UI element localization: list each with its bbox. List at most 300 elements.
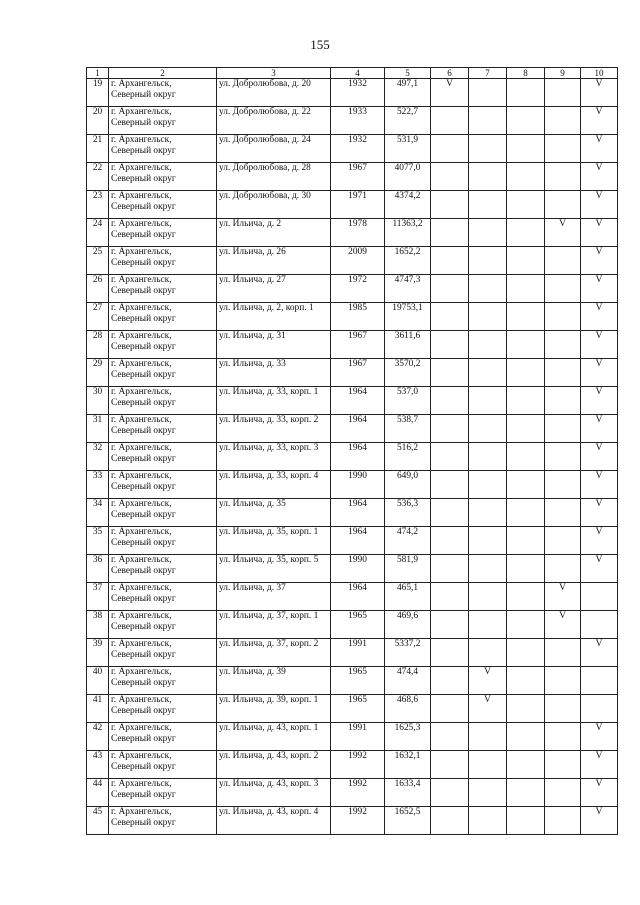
area: 469,6: [385, 611, 431, 639]
city-district: [109, 387, 217, 415]
area: 537,0: [385, 387, 431, 415]
city-district: [109, 79, 217, 107]
area: 1625,3: [385, 723, 431, 751]
mark-col-9: [545, 79, 581, 107]
table-row: [87, 499, 618, 527]
address: ул. Ильича, д. 37, корп. 1: [217, 611, 331, 639]
mark-col-9: V: [545, 583, 581, 611]
mark-col-9: [545, 807, 581, 835]
table-header: [87, 68, 618, 79]
mark-col-6: V: [431, 79, 469, 107]
build-year: 1964: [331, 387, 385, 415]
row-number: 29: [87, 359, 109, 387]
mark-col-6: [431, 443, 469, 471]
address: ул. Добролюбова, д. 20: [217, 79, 331, 107]
city-district: [109, 331, 217, 359]
mark-col-7: [469, 107, 507, 135]
city-line: г. Архангельск,: [111, 191, 172, 201]
area: 516,2: [385, 443, 431, 471]
mark-col-10: V: [581, 639, 618, 667]
mark-col-7: [469, 443, 507, 471]
address: ул. Ильича, д. 26: [217, 247, 331, 275]
mark-col-7: [469, 471, 507, 499]
mark-col-8: [507, 331, 545, 359]
mark-col-6: [431, 527, 469, 555]
city-district: [109, 639, 217, 667]
mark-col-7: [469, 807, 507, 835]
city-district: [109, 555, 217, 583]
city-district: [109, 275, 217, 303]
district-line: Северный округ: [111, 370, 176, 381]
table-row: [87, 555, 618, 583]
area: 4374,2: [385, 191, 431, 219]
area: 4077,0: [385, 163, 431, 191]
column-header: 4: [331, 68, 385, 79]
mark-col-7: [469, 219, 507, 247]
mark-col-6: [431, 751, 469, 779]
mark-col-9: [545, 779, 581, 807]
address: ул. Ильича, д. 33, корп. 2: [217, 415, 331, 443]
city-district: [109, 471, 217, 499]
row-number: 36: [87, 555, 109, 583]
city-line: г. Архангельск,: [111, 639, 172, 649]
mark-col-10: V: [581, 275, 618, 303]
area: 536,3: [385, 499, 431, 527]
mark-col-8: [507, 135, 545, 163]
city-district: [109, 751, 217, 779]
city-district: [109, 107, 217, 135]
mark-col-6: [431, 219, 469, 247]
mark-col-10: V: [581, 387, 618, 415]
mark-col-7: [469, 639, 507, 667]
district-line: Северный округ: [111, 230, 176, 241]
column-header: 8: [507, 68, 545, 79]
mark-col-8: [507, 247, 545, 275]
mark-col-7: [469, 275, 507, 303]
city-line: г. Архангельск,: [111, 779, 172, 789]
city-line: г. Архангельск,: [111, 415, 172, 425]
mark-col-6: [431, 807, 469, 835]
column-header: 2: [109, 68, 217, 79]
row-number: 24: [87, 219, 109, 247]
mark-col-10: V: [581, 303, 618, 331]
mark-col-7: [469, 387, 507, 415]
mark-col-10: V: [581, 163, 618, 191]
district-line: Северный округ: [111, 706, 176, 717]
table-row: [87, 611, 618, 639]
district-line: Северный округ: [111, 790, 176, 801]
mark-col-8: [507, 807, 545, 835]
city-line: г. Архангельск,: [111, 667, 172, 677]
mark-col-9: [545, 387, 581, 415]
district-line: Северный округ: [111, 566, 176, 577]
city-district: [109, 163, 217, 191]
address: ул. Ильича, д. 35: [217, 499, 331, 527]
mark-col-7: V: [469, 667, 507, 695]
city-line: г. Архангельск,: [111, 807, 172, 817]
mark-col-10: V: [581, 443, 618, 471]
mark-col-10: V: [581, 555, 618, 583]
mark-col-8: [507, 555, 545, 583]
address: ул. Добролюбова, д. 24: [217, 135, 331, 163]
mark-col-6: [431, 611, 469, 639]
table-row: [87, 163, 618, 191]
mark-col-6: [431, 275, 469, 303]
mark-col-9: [545, 443, 581, 471]
city-line: г. Архангельск,: [111, 387, 172, 397]
mark-col-8: [507, 723, 545, 751]
table-row: [87, 275, 618, 303]
mark-col-9: [545, 303, 581, 331]
mark-col-10: V: [581, 415, 618, 443]
mark-col-8: [507, 219, 545, 247]
mark-col-7: [469, 135, 507, 163]
table-row: [87, 639, 618, 667]
city-district: [109, 611, 217, 639]
row-number: 43: [87, 751, 109, 779]
city-district: [109, 135, 217, 163]
build-year: 1990: [331, 555, 385, 583]
mark-col-9: [545, 275, 581, 303]
city-district: [109, 443, 217, 471]
mark-col-10: V: [581, 191, 618, 219]
table-row: [87, 247, 618, 275]
district-line: Северный округ: [111, 734, 176, 745]
build-year: 1965: [331, 667, 385, 695]
row-number: 27: [87, 303, 109, 331]
build-year: 1967: [331, 359, 385, 387]
column-header: 10: [581, 68, 618, 79]
city-district: [109, 219, 217, 247]
row-number: 28: [87, 331, 109, 359]
area: 474,2: [385, 527, 431, 555]
mark-col-6: [431, 555, 469, 583]
table-row: [87, 779, 618, 807]
row-number: 25: [87, 247, 109, 275]
mark-col-7: [469, 191, 507, 219]
mark-col-9: [545, 667, 581, 695]
city-district: [109, 499, 217, 527]
build-year: 2009: [331, 247, 385, 275]
address: ул. Ильича, д. 37: [217, 583, 331, 611]
mark-col-9: [545, 527, 581, 555]
city-line: г. Архангельск,: [111, 163, 172, 173]
mark-col-6: [431, 303, 469, 331]
row-number: 22: [87, 163, 109, 191]
build-year: 1991: [331, 639, 385, 667]
area: 474,4: [385, 667, 431, 695]
build-year: 1985: [331, 303, 385, 331]
column-header: 5: [385, 68, 431, 79]
district-line: Северный округ: [111, 454, 176, 465]
mark-col-9: [545, 751, 581, 779]
mark-col-7: V: [469, 695, 507, 723]
city-line: г. Архангельск,: [111, 583, 172, 593]
build-year: 1932: [331, 79, 385, 107]
city-line: г. Архангельск,: [111, 555, 172, 565]
table-row: [87, 387, 618, 415]
row-number: 26: [87, 275, 109, 303]
district-line: Северный округ: [111, 426, 176, 437]
district-line: Северный округ: [111, 314, 176, 325]
area: 4747,3: [385, 275, 431, 303]
area: 1652,2: [385, 247, 431, 275]
address: ул. Добролюбова, д. 22: [217, 107, 331, 135]
build-year: 1964: [331, 583, 385, 611]
mark-col-7: [469, 247, 507, 275]
mark-col-9: V: [545, 611, 581, 639]
mark-col-8: [507, 471, 545, 499]
column-header: 1: [87, 68, 109, 79]
row-number: 39: [87, 639, 109, 667]
mark-col-6: [431, 387, 469, 415]
row-number: 40: [87, 667, 109, 695]
column-header: 9: [545, 68, 581, 79]
mark-col-8: [507, 163, 545, 191]
area: 5337,2: [385, 639, 431, 667]
district-line: Северный округ: [111, 594, 176, 605]
housing-registry-table: [86, 67, 618, 835]
mark-col-9: [545, 359, 581, 387]
row-number: 33: [87, 471, 109, 499]
mark-col-10: V: [581, 471, 618, 499]
mark-col-10: V: [581, 135, 618, 163]
city-district: [109, 779, 217, 807]
mark-col-6: [431, 415, 469, 443]
district-line: Северный округ: [111, 622, 176, 633]
row-number: 23: [87, 191, 109, 219]
table-row: [87, 107, 618, 135]
table-row: [87, 807, 618, 835]
row-number: 45: [87, 807, 109, 835]
mark-col-8: [507, 639, 545, 667]
district-line: Северный округ: [111, 202, 176, 213]
build-year: 1967: [331, 331, 385, 359]
mark-col-10: V: [581, 779, 618, 807]
row-number: 44: [87, 779, 109, 807]
row-number: 32: [87, 443, 109, 471]
build-year: 1964: [331, 415, 385, 443]
mark-col-10: V: [581, 247, 618, 275]
mark-col-8: [507, 79, 545, 107]
city-line: г. Архангельск,: [111, 723, 172, 733]
table-row: [87, 303, 618, 331]
table-body: [87, 79, 618, 835]
city-line: г. Архангельск,: [111, 443, 172, 453]
mark-col-6: [431, 723, 469, 751]
mark-col-9: [545, 191, 581, 219]
table-row: [87, 191, 618, 219]
row-number: 35: [87, 527, 109, 555]
city-district: [109, 247, 217, 275]
district-line: Северный округ: [111, 286, 176, 297]
mark-col-8: [507, 107, 545, 135]
build-year: 1965: [331, 695, 385, 723]
area: 1633,4: [385, 779, 431, 807]
mark-col-9: [545, 723, 581, 751]
column-number-row: [87, 68, 618, 79]
city-line: г. Архангельск,: [111, 359, 172, 369]
row-number: 21: [87, 135, 109, 163]
mark-col-6: [431, 359, 469, 387]
mark-col-7: [469, 303, 507, 331]
mark-col-9: [545, 247, 581, 275]
city-line: г. Архангельск,: [111, 135, 172, 145]
mark-col-7: [469, 583, 507, 611]
mark-col-10: V: [581, 807, 618, 835]
mark-col-7: [469, 555, 507, 583]
city-district: [109, 695, 217, 723]
mark-col-8: [507, 359, 545, 387]
mark-col-8: [507, 387, 545, 415]
table-row: [87, 79, 618, 107]
city-line: г. Архангельск,: [111, 611, 172, 621]
mark-col-6: [431, 163, 469, 191]
row-number: 30: [87, 387, 109, 415]
mark-col-7: [469, 751, 507, 779]
mark-col-7: [469, 359, 507, 387]
mark-col-9: [545, 695, 581, 723]
build-year: 1967: [331, 163, 385, 191]
city-line: г. Архангельск,: [111, 751, 172, 761]
build-year: 1964: [331, 499, 385, 527]
mark-col-9: V: [545, 219, 581, 247]
mark-col-8: [507, 415, 545, 443]
build-year: 1972: [331, 275, 385, 303]
mark-col-9: [545, 107, 581, 135]
mark-col-6: [431, 107, 469, 135]
district-line: Северный округ: [111, 398, 176, 409]
mark-col-10: V: [581, 723, 618, 751]
mark-col-6: [431, 471, 469, 499]
mark-col-10: V: [581, 79, 618, 107]
mark-col-8: [507, 499, 545, 527]
city-district: [109, 359, 217, 387]
table-row: [87, 751, 618, 779]
city-line: г. Архангельск,: [111, 695, 172, 705]
mark-col-7: [469, 79, 507, 107]
mark-col-10: [581, 611, 618, 639]
mark-col-9: [545, 555, 581, 583]
mark-col-6: [431, 247, 469, 275]
city-line: г. Архангельск,: [111, 499, 172, 509]
mark-col-7: [469, 527, 507, 555]
row-number: 20: [87, 107, 109, 135]
area: 468,6: [385, 695, 431, 723]
table-row: [87, 723, 618, 751]
area: 3570,2: [385, 359, 431, 387]
area: 1632,1: [385, 751, 431, 779]
district-line: Северный округ: [111, 482, 176, 493]
build-year: 1992: [331, 807, 385, 835]
table-row: [87, 359, 618, 387]
address: ул. Ильича, д. 43, корп. 3: [217, 779, 331, 807]
mark-col-8: [507, 695, 545, 723]
area: 581,9: [385, 555, 431, 583]
city-district: [109, 723, 217, 751]
mark-col-10: V: [581, 107, 618, 135]
mark-col-9: [545, 471, 581, 499]
city-district: [109, 527, 217, 555]
mark-col-8: [507, 275, 545, 303]
mark-col-8: [507, 527, 545, 555]
mark-col-9: [545, 499, 581, 527]
city-line: г. Архангельск,: [111, 247, 172, 257]
mark-col-6: [431, 331, 469, 359]
page-number: 155: [310, 37, 330, 52]
city-district: [109, 807, 217, 835]
mark-col-10: V: [581, 359, 618, 387]
build-year: 1991: [331, 723, 385, 751]
mark-col-9: [545, 415, 581, 443]
city-line: г. Архангельск,: [111, 331, 172, 341]
area: 497,1: [385, 79, 431, 107]
district-line: Северный округ: [111, 258, 176, 269]
city-line: г. Архангельск,: [111, 303, 172, 313]
district-line: Северный округ: [111, 678, 176, 689]
table-row: [87, 527, 618, 555]
mark-col-9: [545, 331, 581, 359]
area: 11363,2: [385, 219, 431, 247]
address: ул. Ильича, д. 2, корп. 1: [217, 303, 331, 331]
mark-col-6: [431, 583, 469, 611]
mark-col-10: [581, 695, 618, 723]
district-line: Северный округ: [111, 90, 176, 101]
mark-col-9: [545, 163, 581, 191]
address: ул. Ильича, д. 43, корп. 4: [217, 807, 331, 835]
city-line: г. Архангельск,: [111, 275, 172, 285]
mark-col-10: V: [581, 219, 618, 247]
district-line: Северный округ: [111, 538, 176, 549]
mark-col-6: [431, 499, 469, 527]
build-year: 1978: [331, 219, 385, 247]
city-district: [109, 191, 217, 219]
address: ул. Ильича, д. 35, корп. 1: [217, 527, 331, 555]
build-year: 1932: [331, 135, 385, 163]
row-number: 41: [87, 695, 109, 723]
mark-col-10: V: [581, 499, 618, 527]
mark-col-8: [507, 191, 545, 219]
mark-col-8: [507, 779, 545, 807]
mark-col-10: V: [581, 751, 618, 779]
city-line: г. Архангельск,: [111, 107, 172, 117]
city-district: [109, 583, 217, 611]
address: ул. Ильича, д. 33: [217, 359, 331, 387]
address: ул. Ильича, д. 2: [217, 219, 331, 247]
area: 19753,1: [385, 303, 431, 331]
column-header: 6: [431, 68, 469, 79]
city-line: г. Архангельск,: [111, 219, 172, 229]
address: ул. Добролюбова, д. 28: [217, 163, 331, 191]
mark-col-8: [507, 583, 545, 611]
mark-col-10: [581, 583, 618, 611]
district-line: Северный округ: [111, 510, 176, 521]
district-line: Северный округ: [111, 342, 176, 353]
mark-col-8: [507, 303, 545, 331]
table-row: [87, 219, 618, 247]
mark-col-6: [431, 639, 469, 667]
table-row: [87, 667, 618, 695]
address: ул. Ильича, д. 31: [217, 331, 331, 359]
address: ул. Ильича, д. 33, корп. 1: [217, 387, 331, 415]
mark-col-9: [545, 135, 581, 163]
mark-col-8: [507, 751, 545, 779]
row-number: 19: [87, 79, 109, 107]
city-district: [109, 667, 217, 695]
city-district: [109, 415, 217, 443]
mark-col-10: V: [581, 331, 618, 359]
mark-col-6: [431, 191, 469, 219]
